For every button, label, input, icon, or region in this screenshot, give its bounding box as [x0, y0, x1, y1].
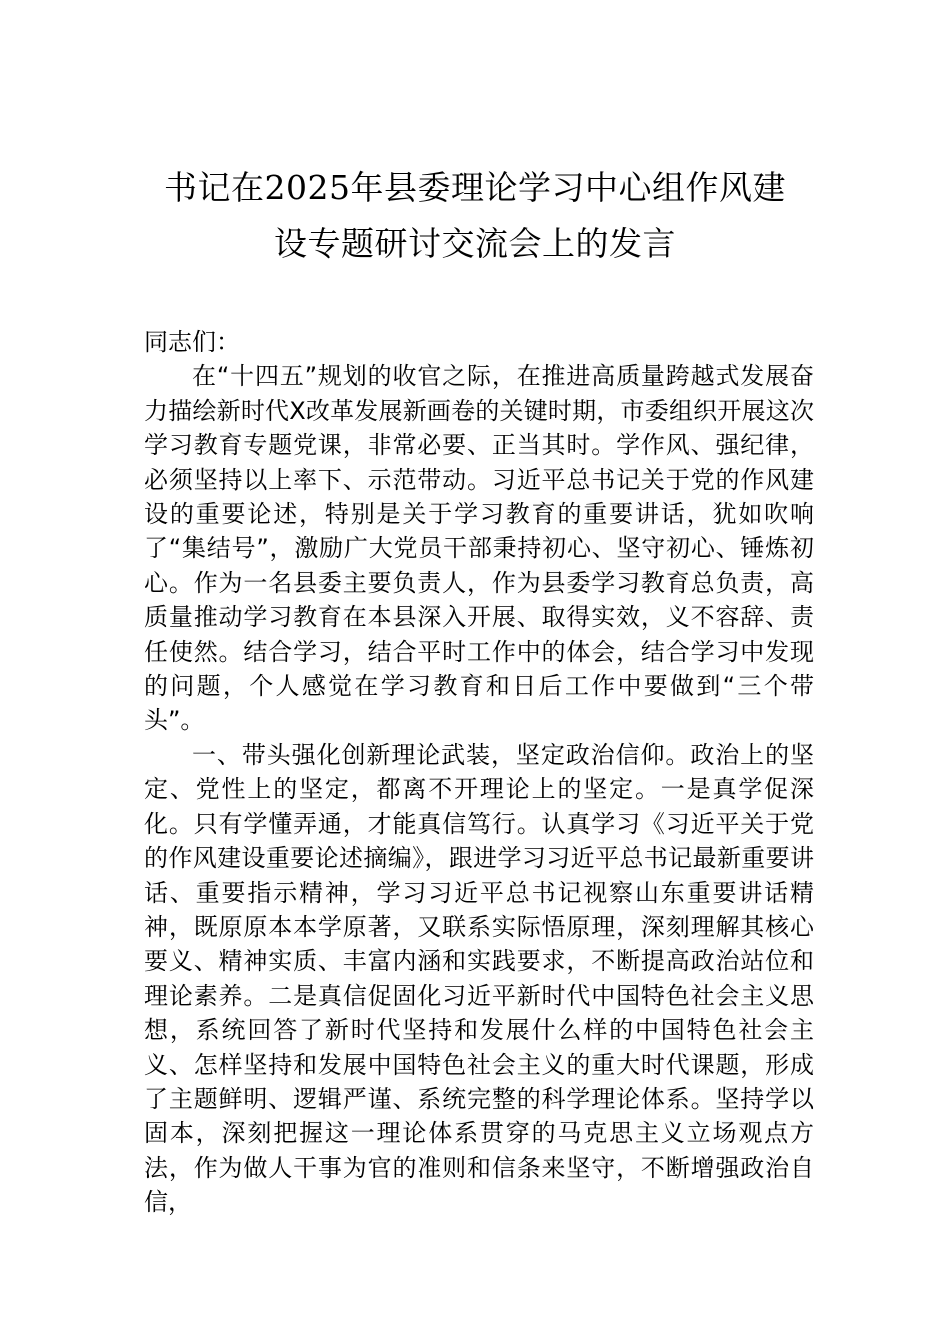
document-title [100, 160, 850, 272]
salutation: 同志们： [144, 328, 240, 356]
title-line-2: 设专题研讨交流会上的发言 [274, 224, 676, 263]
paragraph-section-one: 一、带头强化创新理论武装，坚定政治信仰。政治上的坚定、党性上的坚定，都离不开理论上的坚定。一是真学促深化。只有学懂弄通，才能真信笃行。认真学习《习近平关于党的作风建设重要论述摘编》，跟进学习习近平总书记最新重要讲话、重要指示精神，学习习近平总书记视察山东重要讲话精神，既原原本本学原著，又联系实际悟原理，深刻理解其核心要义、精神实质、丰富内涵和实践要求，不断提高政治站位和理论素养。二是真信促固化习近平新时代中国特色社会主义思想，系统回答了新时代坚持和发展什么样的中国特色社会主义、怎样坚持和发展中国特色社会主义的重大时代课题，形成了主题鲜明、逻辑严谨、系统完整的科学理论体系。坚持学以固本，深刻把握这一理论体系贯穿的马克思主义立场观点方法，作为做人干事为官的准则和信条来坚守，不断增强政治自信， [144, 740, 814, 1217]
title-line-1: 书记在2025年县委理论学习中心组作风建 [164, 168, 786, 207]
document-body [144, 325, 814, 1220]
paragraph-intro: 在“十四五”规划的收官之际，在推进高质量跨越式发展奋力描绘新时代X改革发展新画卷的关键时期，市委组织开展这次学习教育专题党课，非常必要、正当其时。学作风、强纪律，必须坚持以上率下、示范带动。习近平总书记关于党的作风建设的重要论述，特别是关于学习教育的重要讲话，犹如吹响了“集结号”，激励广大党员干部秉持初心、坚守初心、锤炼初心。作为一名县委主要负责人，作为县委学习教育总负责，高质量推动学习教育在本县深入开展、取得实效，义不容辞、责任使然。结合学习，结合平时工作中的体会，结合学习中发现的问题，个人感觉在学习教育和日后工作中要做到“三个带头”。 [144, 362, 814, 735]
